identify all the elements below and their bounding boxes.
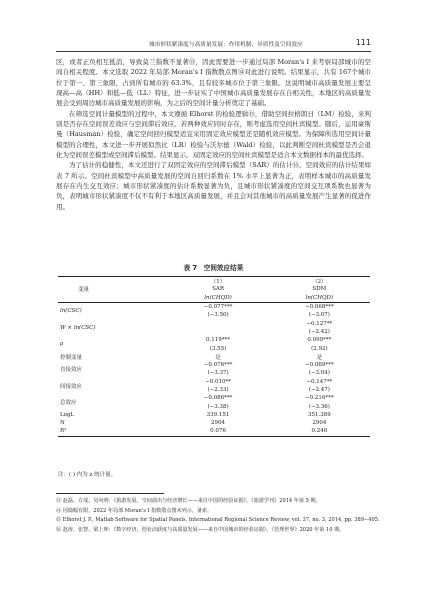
column-dependent-variable: ln(CHQD) bbox=[269, 294, 370, 303]
cell-coef: 是 bbox=[316, 354, 323, 361]
row-label: W × ln(CSC) bbox=[60, 324, 96, 331]
cell-zstat: (−2.33) bbox=[207, 387, 229, 393]
paragraph: 在筛选空间计量模型的过程中，本文遵循 Elhorst 的检验逻辑⑮，借助空间拉格朗日（LM）检验，来判别是否存在空间误差效应与空间滞后效应。若两种效应同时存在，则考虑选用空间杜宾模型。随后，运用豪斯曼（Hausman）检验，确定空间回归模型适宜采用固定效应模型还是随机效应模型。为保障所选用空间计量模型的合理性，本文进一步开展似然比（LR）检验与沃尔德（Wald）检验，以此判断空间杜宾模型是否会退化为空间误差模型或空间滞后模型。结果显示，双固定效应的空间杜宾模型是适合本文数据样本的最优选择。 bbox=[56, 109, 371, 160]
cell-zstat: (−3.50) bbox=[207, 312, 229, 319]
running-header bbox=[56, 39, 371, 52]
cell-coef: −0.068*** bbox=[305, 304, 334, 311]
footnote-mark: ⑭ bbox=[56, 507, 62, 514]
table-row bbox=[58, 353, 370, 361]
cell-coef: 0.119*** bbox=[206, 337, 231, 344]
cell-coef: −0.216*** bbox=[305, 395, 334, 402]
table-header-row bbox=[58, 277, 370, 286]
stat-label: R² bbox=[58, 427, 167, 436]
cell-coef: −0.086*** bbox=[203, 395, 233, 402]
footnote-mark: ⑯ bbox=[56, 526, 62, 533]
stat-label: LogL bbox=[60, 411, 75, 418]
cell-coef: 0.099*** bbox=[307, 337, 332, 344]
row-label: ln(CSC) bbox=[60, 308, 82, 315]
row-label: 总效应 bbox=[60, 400, 77, 407]
cell-zstat: (−3.36) bbox=[308, 403, 330, 410]
table-row bbox=[58, 302, 370, 311]
table-row bbox=[58, 394, 370, 402]
cell-zstat bbox=[167, 328, 268, 336]
table-row bbox=[58, 361, 370, 369]
table-row bbox=[58, 336, 370, 344]
cell-coef bbox=[167, 319, 268, 327]
footnote bbox=[56, 516, 380, 526]
stat-value: 2904 bbox=[211, 420, 226, 427]
footnote bbox=[56, 526, 376, 536]
cell-coef: −0.077*** bbox=[203, 304, 233, 311]
cell-coef: −0.127** bbox=[306, 320, 333, 327]
stat-value: 0.240 bbox=[269, 427, 370, 436]
cell-zstat: (−3.37) bbox=[207, 370, 229, 377]
column-header-variable: 变量 bbox=[58, 277, 167, 303]
stat-value: 351.389 bbox=[307, 411, 331, 418]
cell-zstat: (3.55) bbox=[209, 345, 227, 352]
column-number: （2） bbox=[269, 277, 370, 286]
cell-zstat: (−3.38) bbox=[207, 403, 229, 410]
table-stat-row bbox=[58, 427, 370, 436]
footnote bbox=[56, 497, 376, 507]
footnote-mark: ⑬ bbox=[56, 498, 62, 504]
cell-zstat: (−2.42) bbox=[308, 328, 330, 335]
footnotes bbox=[56, 497, 380, 535]
footnote-text: 因篇幅有限，2022 年局部 Moran's I 指数散点图未列示，备索。 bbox=[62, 507, 213, 514]
table-row bbox=[58, 319, 370, 327]
paragraph: 为了估计的稳健性，本文还进行了双固定效应的空间滞后模型（SAR）的估计⑯，空间效应的估计结果如表 7 所示。空间杜宾模型中高质量发展的空间自回归系数在 1% 水平上显著为正，表明样本城市的高质量发展存在内生交互效应；城市形状紧凑度的估计系数显著为负，且城市形状紧凑度的空间交互项系数也显著为负，表明城市形状紧凑度不仅不有利于本地区高质量发展，并且会对其他城市的高质量发展产生显著的促进作用。 bbox=[56, 161, 371, 211]
running-title: 城市形状紧凑度与高质量发展：作用机制、异质性及空间效应 bbox=[149, 42, 303, 48]
regression-table bbox=[58, 276, 370, 437]
column-number: （1） bbox=[167, 277, 268, 286]
column-dependent-variable: ln(CHQD) bbox=[167, 294, 268, 303]
row-label: 直接效应 bbox=[60, 367, 83, 374]
cell-coef: −0.076*** bbox=[203, 362, 233, 369]
row-label: 间接效应 bbox=[60, 383, 83, 390]
stat-value: 2904 bbox=[312, 420, 327, 427]
footnote bbox=[56, 507, 376, 517]
footnote-mark: ⑮ bbox=[56, 517, 62, 524]
body-text bbox=[56, 57, 371, 212]
cell-coef: −0.010** bbox=[205, 378, 231, 385]
cell-zstat: (−3.04) bbox=[308, 370, 330, 377]
table-caption: 表 7 空间效应结果 bbox=[183, 264, 244, 272]
table-note: 注：( ) 内为 z 统计量。 bbox=[58, 472, 117, 478]
cell-coef: −0.147** bbox=[306, 378, 333, 385]
footnote-text: Elhorst J. P., Matlab Software for Spatial Panels, International Regional Science Review, vol. 37, no. 3, 2014, pp. 389−405. bbox=[62, 517, 380, 524]
page-number: 111 bbox=[355, 38, 371, 47]
footnote-divider bbox=[56, 493, 164, 494]
cell-zstat: (2.92) bbox=[311, 345, 328, 352]
column-model: SDM bbox=[312, 286, 327, 293]
cell-zstat: (−3.07) bbox=[308, 312, 330, 319]
table-stat-row bbox=[58, 411, 370, 419]
paragraph: 区，或者正负相互抵消，导致莫兰指数不显著⑬，因此需要进一步通过局部 Moran's I 来考察局部城市的空间自相关程度。本文选取 2022 年局部 Moran's I 指数散点图⑭对此进行说明。结果显示，共有 167个城市位于第一、第三象限，占到所有城市的 63.3%，且有较多城市位于第三象限。这说明城市高质量发展主要呈现高—高（HH）和低—低（LL）特征，进一步证实了中国城市高质量发展存在自相关性，本地区的高质量发展会受到周边城市高质量发展的影响，为之后的空间计量分析奠定了基础。 bbox=[56, 58, 371, 108]
row-label: 控制变量 bbox=[60, 354, 83, 361]
cell-coef: 是 bbox=[215, 354, 221, 361]
footnote-text: 赵磊、方成、吴向明：《旅游发展、空间溢出与经济增长——来自中国的经验证据》，《旅游学刊》2014 年第 5 期。 bbox=[62, 498, 321, 504]
column-model: SAR bbox=[212, 286, 224, 293]
cell-coef: −0.069*** bbox=[305, 362, 334, 369]
stat-value: 339.151 bbox=[206, 411, 230, 418]
table-stat-row bbox=[58, 419, 370, 427]
table-row bbox=[58, 378, 370, 386]
cell-zstat: (−2.47) bbox=[308, 387, 330, 393]
stat-value: 0.076 bbox=[167, 427, 268, 436]
stat-label: N bbox=[60, 420, 65, 427]
footnote-text: 赵涛、张智、梁上坤：《数字经济、创业活跃度与高质量发展——来自中国城市的经验证据》，《管理世界》2020 年第 10 期。 bbox=[62, 526, 345, 533]
row-label: ρ bbox=[60, 341, 64, 348]
